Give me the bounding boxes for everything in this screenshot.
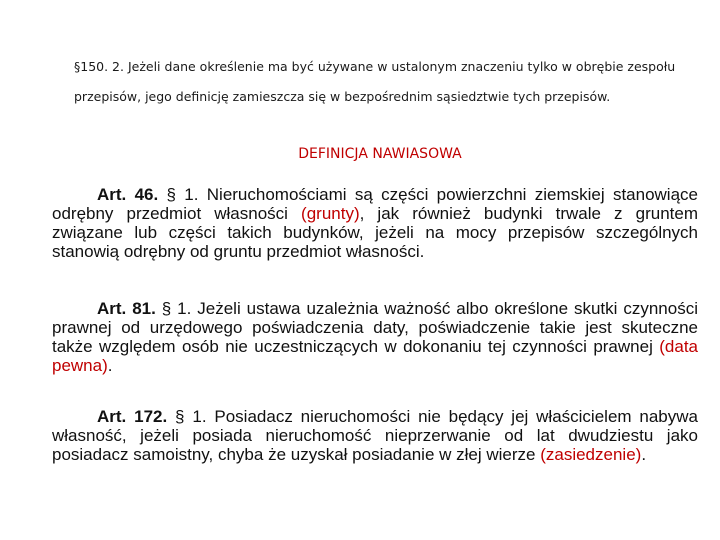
article-46-number: Art. 46. bbox=[97, 185, 159, 204]
intro-text: §150. 2. Jeżeli dane określenie ma być używane w ustalonym znaczeniu tylko w obrębie zespołu przepisów, jego definicję zamieszcza się w bezpośrednim sąsiedztwie tych przepisów. bbox=[74, 59, 676, 104]
intro-paragraph bbox=[74, 52, 704, 112]
article-81-text bbox=[52, 299, 698, 375]
article-46-defined-term: (grunty) bbox=[301, 204, 360, 223]
article-172-body-before: § 1. Posiadacz nieruchomości nie będący jej właścicielem nabywa własność, jeżeli posiada nieruchomość nieprzerwanie od lat dwudziestu jako posiadacz samoistny, chyba że uzyskał posiadanie w złej wierze bbox=[52, 407, 698, 464]
section-heading: DEFINICJA NAWIASOWA bbox=[298, 146, 462, 162]
article-81-body-before: § 1. Jeżeli ustawa uzależnia ważność albo określone skutki czynności prawnej od urzędowego poświadczenia daty, poświadczenie takie jest skuteczne także względem osób nie uczestniczących w dokonaniu tej czynności prawnej bbox=[52, 299, 698, 356]
article-46-body-before: § 1. Nieruchomościami są części powierzchni ziemskiej stanowiące odrębny przedmiot własności bbox=[52, 185, 698, 223]
article-172-text bbox=[52, 407, 698, 464]
article-46-body-after: , jak również budynki trwale z gruntem związane lub części takich budynków, jeżeli na mocy przepisów szczególnych stanowią odrębny od gruntu przedmiot własności. bbox=[52, 204, 698, 261]
article-81-defined-term: (data pewna) bbox=[52, 337, 698, 375]
article-81 bbox=[52, 299, 698, 375]
article-172-defined-term: (zasiedzenie) bbox=[540, 445, 642, 464]
article-172-number: Art. 172. bbox=[97, 407, 168, 426]
article-172 bbox=[52, 407, 698, 464]
article-81-number: Art. 81. bbox=[97, 299, 156, 318]
article-46 bbox=[52, 185, 698, 261]
article-46-text bbox=[52, 185, 698, 261]
article-81-body-after: . bbox=[107, 356, 113, 375]
article-172-body-after: . bbox=[641, 445, 647, 464]
